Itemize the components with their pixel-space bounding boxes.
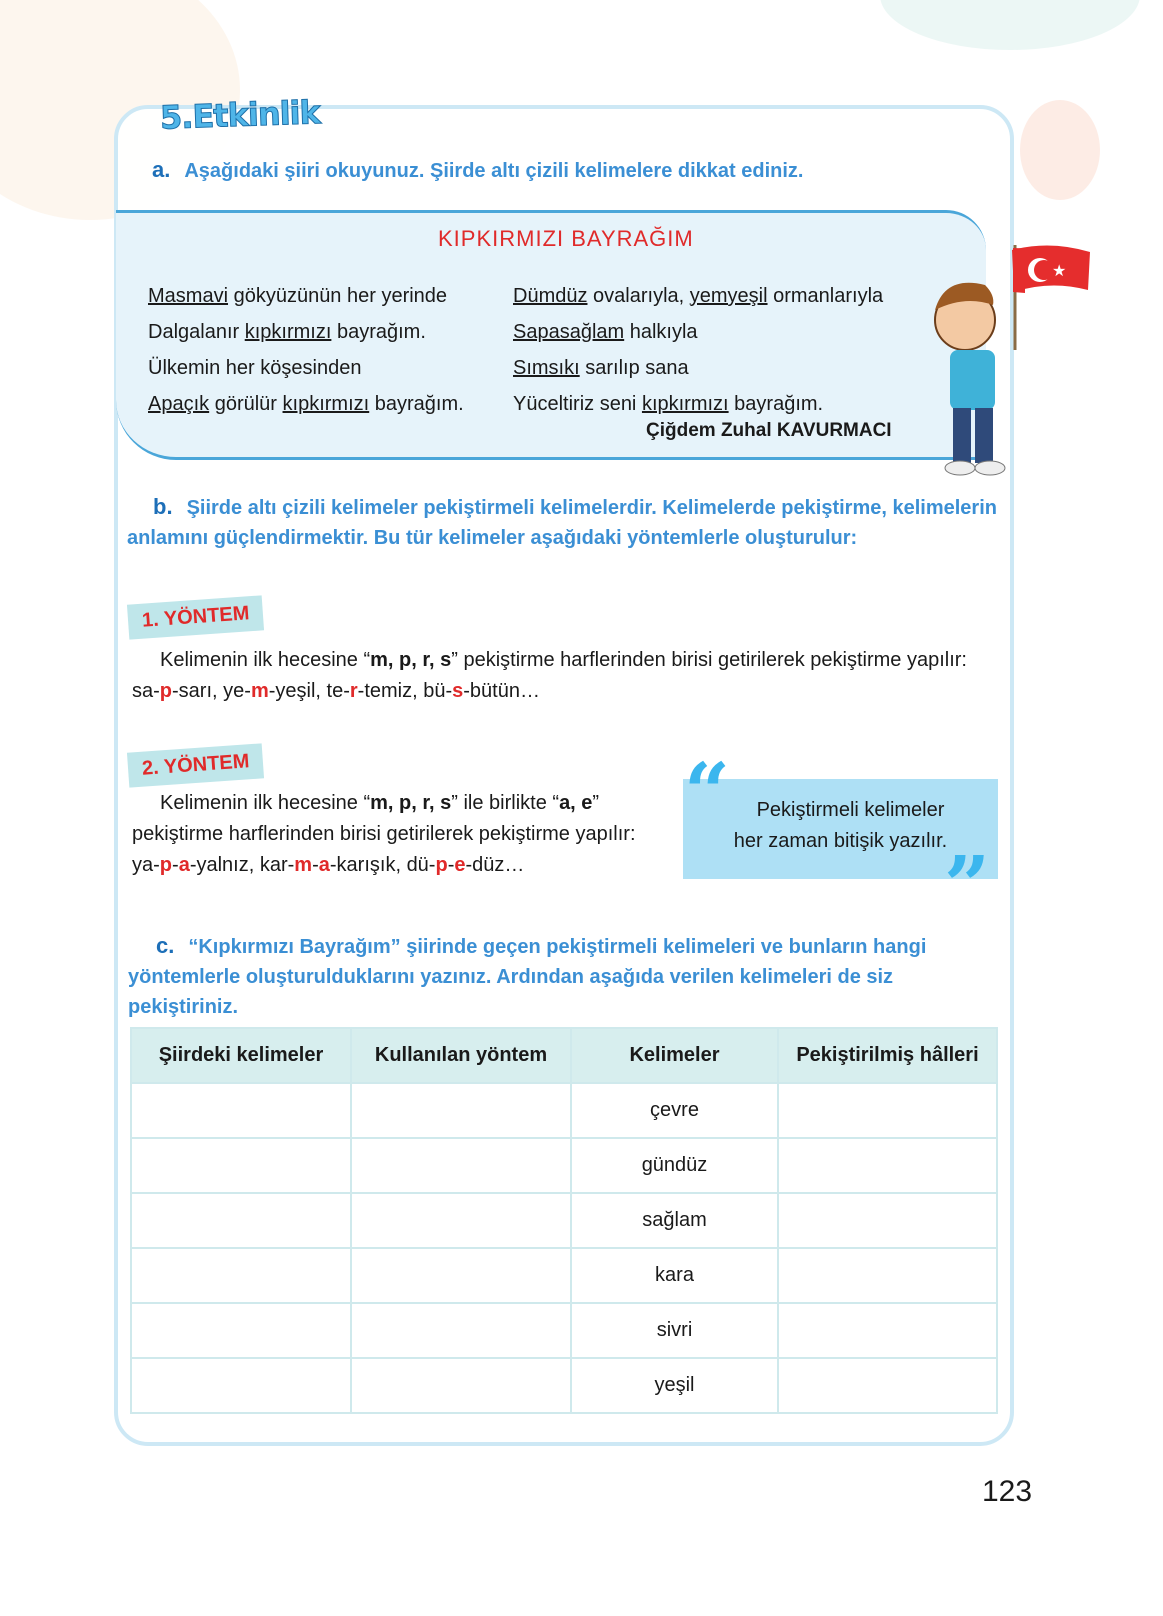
word-cell: çevre (571, 1083, 778, 1138)
poem-right-column (513, 278, 883, 422)
red-letter: m (294, 854, 313, 876)
example-text: te- (326, 680, 350, 702)
marker-c: c. (156, 933, 175, 958)
poem-line (513, 278, 883, 314)
note-line-2: her zaman bitişik yazılır. (733, 830, 948, 852)
close-quote-icon: ” (944, 838, 991, 932)
intensified-cell[interactable] (778, 1358, 997, 1413)
poem-author: Çiğdem Zuhal KAVURMACI (646, 420, 892, 441)
word-cell: kara (571, 1248, 778, 1303)
underlined-word: Sımsıkı (513, 357, 580, 379)
word-cell: sivri (571, 1303, 778, 1358)
exercise-table (130, 1027, 998, 1414)
poem-line (513, 386, 883, 422)
underlined-word: Masmavi (148, 285, 229, 307)
instruction-b (127, 492, 997, 553)
text: ” pekiştirme harflerinden birisi getirilerek pekiştirme yapılır: (451, 649, 967, 671)
poem-line (148, 278, 464, 314)
word-cell: sağlam (571, 1193, 778, 1248)
poem-line (148, 350, 464, 386)
background-decoration (1020, 100, 1100, 200)
text: Kelimenin ilk hecesine “ (160, 649, 371, 671)
poem-text: bayrağım. (331, 321, 426, 343)
text: ” ile birlikte “ (451, 792, 560, 814)
intensified-cell[interactable] (778, 1083, 997, 1138)
intensified-cell[interactable] (778, 1248, 997, 1303)
underlined-word: Dümdüz (513, 285, 588, 307)
table-row (131, 1358, 997, 1413)
method-2-text (132, 788, 662, 881)
red-letter: p (159, 854, 173, 876)
instruction-c (128, 931, 1000, 1022)
method-cell[interactable] (351, 1303, 571, 1358)
poem-text: görülür (209, 393, 283, 415)
example-text: -bütün… (463, 680, 540, 702)
open-quote-icon: “ (684, 745, 731, 839)
header-method: Kullanılan yöntem (351, 1028, 571, 1083)
example-text: -yalnız, (189, 854, 260, 876)
word-cell: yeşil (571, 1358, 778, 1413)
poem-line (513, 350, 883, 386)
header-words: Kelimeler (571, 1028, 778, 1083)
red-letter: p (159, 680, 173, 702)
red-letter: a (178, 854, 190, 876)
marker-a: a. (152, 157, 171, 182)
red-letter: m (250, 680, 269, 702)
example-text: - (172, 854, 179, 876)
poem-word-cell[interactable] (131, 1083, 351, 1138)
poem-word-cell[interactable] (131, 1248, 351, 1303)
poem-word-cell[interactable] (131, 1138, 351, 1193)
underlined-word: yemyeşil (689, 285, 768, 307)
table-row (131, 1138, 997, 1193)
note-line-1: Pekiştirmeli kelimeler (756, 799, 945, 821)
example-text: - (312, 854, 319, 876)
intensified-cell[interactable] (778, 1303, 997, 1358)
method-cell[interactable] (351, 1248, 571, 1303)
method-cell[interactable] (351, 1358, 571, 1413)
boy-with-flag-illustration (915, 240, 1025, 480)
poem-word-cell[interactable] (131, 1193, 351, 1248)
word-cell: gündüz (571, 1138, 778, 1193)
method-1-label: 1. YÖNTEM (127, 595, 265, 639)
instruction-a (152, 155, 1002, 186)
example-text: sa- (132, 680, 160, 702)
poem-line (148, 386, 464, 422)
poem-text: Ülkemin her köşesinden (148, 357, 362, 379)
red-letter: s (452, 680, 464, 702)
poem-word-cell[interactable] (131, 1358, 351, 1413)
method-1-text (132, 645, 992, 707)
method-cell[interactable] (351, 1193, 571, 1248)
poem-line (148, 314, 464, 350)
example-text: ye- (223, 680, 251, 702)
header-intensified: Pekiştirilmiş hâlleri (778, 1028, 997, 1083)
poem-text: bayrağım. (369, 393, 464, 415)
poem-text: Dalgalanır (148, 321, 245, 343)
poem-line (513, 314, 883, 350)
table-row (131, 1083, 997, 1138)
red-letter: p (435, 854, 448, 876)
poem-text: ormanlarıyla (767, 285, 884, 307)
activity-badge: 5.Etkinlik (159, 93, 321, 137)
poem-text: sarılıp sana (579, 357, 689, 379)
poem-text: halkıyla (624, 321, 698, 343)
underlined-word: kıpkırmızı (282, 393, 370, 415)
red-letter: a (318, 854, 330, 876)
svg-text:★: ★ (1052, 263, 1067, 280)
underlined-word: Sapasağlam (513, 321, 625, 343)
example-text: -düz… (465, 854, 525, 876)
background-decoration (880, 0, 1140, 50)
example-text: bü- (423, 680, 453, 702)
header-poem-words: Şiirdeki kelimeler (131, 1028, 351, 1083)
marker-b: b. (153, 494, 173, 519)
page-number: 123 (982, 1475, 1033, 1508)
underlined-word: Apaçık (148, 393, 210, 415)
text: ” pekiştirme harflerinden birisi getirilerek pekiştirme yapılır: (132, 792, 636, 845)
table-row (131, 1303, 997, 1358)
text: Kelimenin ilk hecesine “ (160, 792, 371, 814)
example-text: ya- (132, 854, 160, 876)
example-text: -yeşil, (268, 680, 327, 702)
table-row (131, 1193, 997, 1248)
poem-text: gökyüzünün her yerinde (228, 285, 448, 307)
example-text: -sarı, (172, 680, 224, 702)
method-cell[interactable] (351, 1138, 571, 1193)
poem-left-column (148, 278, 464, 422)
table-row (131, 1248, 997, 1303)
bold-letters: m, p, r, s (370, 792, 452, 814)
red-letter: r (349, 680, 358, 702)
example-text: dü- (406, 854, 436, 876)
underlined-word: kıpkırmızı (641, 393, 729, 415)
intensified-cell[interactable] (778, 1193, 997, 1248)
example-text: -temiz, (357, 680, 424, 702)
red-letter: e (454, 854, 466, 876)
poem-text: ovalarıyla, (587, 285, 690, 307)
instruction-b-text: Şiirde altı çizili kelimeler pekiştirmeli kelimelerdir. Kelimelerde pekiştirme, kelimelerin anlamını güçlendirmektir. Bu tür kelimeler aşağıdaki yöntemlerle oluşturulur: (127, 497, 997, 549)
turkish-flag-icon (1010, 240, 1095, 300)
method-cell[interactable] (351, 1083, 571, 1138)
underlined-word: kıpkırmızı (244, 321, 332, 343)
instruction-c-text: “Kıpkırmızı Bayrağım” şiirinde geçen pekiştirmeli kelimeleri ve bunların hangi yöntemlerle oluşturulduklarını yazınız. Ardından aşağıda verilen kelimeleri de siz pekiştiriniz. (128, 936, 927, 1018)
instruction-a-text: Aşağıdaki şiiri okuyunuz. Şiirde altı çizili kelimelere dikkat ediniz. (184, 160, 804, 182)
poem-title: KIPKIRMIZI BAYRAĞIM (438, 226, 694, 251)
poem-text: Yüceltiriz seni (513, 393, 642, 415)
bold-letters: m, p, r, s (370, 649, 452, 671)
poem-text: bayrağım. (728, 393, 824, 415)
method-2-label: 2. YÖNTEM (127, 743, 265, 787)
intensified-cell[interactable] (778, 1138, 997, 1193)
poem-word-cell[interactable] (131, 1303, 351, 1358)
bold-letters: a, e (559, 792, 593, 814)
example-text: -karışık, (329, 854, 407, 876)
example-text: kar- (259, 854, 295, 876)
example-text: - (447, 854, 455, 876)
